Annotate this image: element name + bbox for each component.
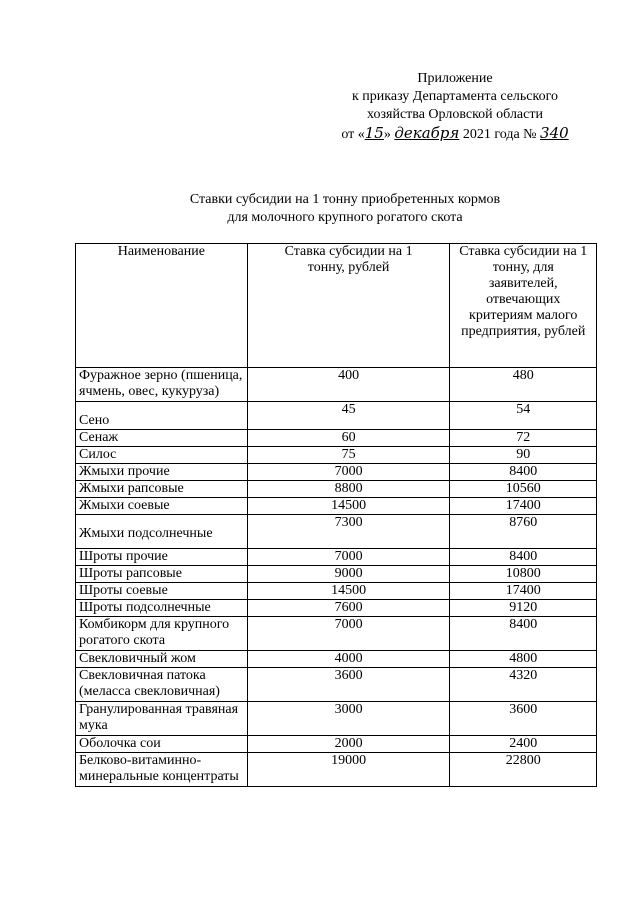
header-rate-text: Ставка субсидии на 1 тонну, рублей: [284, 244, 413, 275]
row-name: Комбикорм для крупного рогатого скота: [76, 617, 248, 651]
table-row: [76, 566, 597, 583]
table-row: [76, 481, 597, 498]
date-mid: »: [383, 127, 391, 142]
table-row: [76, 651, 597, 668]
row-rate: 3000: [247, 702, 450, 736]
table-row: [76, 736, 597, 753]
table-row: [76, 549, 597, 566]
row-rate: 7000: [247, 464, 450, 481]
header-rate-small: [450, 244, 597, 368]
row-rate-small: 10800: [450, 566, 597, 583]
row-name: Жмыхи рапсовые: [76, 481, 248, 498]
row-name: Шроты соевые: [76, 583, 248, 600]
row-rate-small: 10560: [450, 481, 597, 498]
row-rate: 14500: [247, 583, 450, 600]
table-row: [76, 402, 597, 430]
row-name: Гранулированная травяная мука: [76, 702, 248, 736]
row-rate-small: 22800: [450, 753, 597, 787]
document-title: [80, 191, 610, 227]
row-name: Фуражное зерно (пшеница, ячмень, овес, кукуруза): [76, 368, 248, 402]
row-rate-small: 72: [450, 430, 597, 447]
row-rate: 75: [247, 447, 450, 464]
table-row: [76, 464, 597, 481]
title-line-2: для молочного крупного рогатого скота: [227, 210, 463, 225]
row-rate-small: 17400: [450, 583, 597, 600]
header-rate: [247, 244, 450, 368]
table-row: [76, 600, 597, 617]
row-rate-small: 8400: [450, 464, 597, 481]
row-rate: 7000: [247, 617, 450, 651]
row-rate-small: 9120: [450, 600, 597, 617]
date-suffix: 2021 года №: [462, 127, 537, 142]
table-header-row: [76, 244, 597, 368]
row-rate-small: 17400: [450, 498, 597, 515]
header-rate-small-text: Ставка субсидии на 1 тонну, для заявителей, отвечающих критериям малого предприятия, рублей: [459, 244, 588, 339]
table-row: [76, 617, 597, 651]
row-rate: 8800: [247, 481, 450, 498]
row-rate: 19000: [247, 753, 450, 787]
row-rate: 4000: [247, 651, 450, 668]
row-name: Жмыхи прочие: [76, 464, 248, 481]
row-rate-small: 3600: [450, 702, 597, 736]
table-row: [76, 702, 597, 736]
table-row: [76, 447, 597, 464]
row-rate: 3600: [247, 668, 450, 702]
row-rate-small: 8400: [450, 617, 597, 651]
table-row: [76, 515, 597, 549]
row-rate: 9000: [247, 566, 450, 583]
appendix-date-line: [300, 124, 610, 144]
title-line-1: Ставки субсидии на 1 тонну приобретенных кормов: [189, 192, 501, 207]
table-row: [76, 583, 597, 600]
appendix-department: хозяйства Орловской области: [367, 107, 543, 122]
row-name: Белково-витаминно-минеральные концентраты: [76, 753, 248, 787]
row-rate-small: 2400: [450, 736, 597, 753]
row-name: Жмыхи подсолнечные: [76, 515, 248, 549]
row-name: Шроты прочие: [76, 549, 248, 566]
row-rate: 7000: [247, 549, 450, 566]
date-prefix: от «: [341, 127, 365, 142]
date-day-handwritten: 15: [364, 124, 384, 142]
row-name: Свекловичная патока (меласса свекловичная): [76, 668, 248, 702]
table-row: [76, 368, 597, 402]
appendix-label: Приложение: [417, 71, 493, 86]
row-rate-small: 8760: [450, 515, 597, 549]
row-rate: 14500: [247, 498, 450, 515]
table-row: [76, 430, 597, 447]
row-name: Жмыхи соевые: [76, 498, 248, 515]
date-month-handwritten: декабря: [394, 124, 460, 142]
row-rate-small: 8400: [450, 549, 597, 566]
row-rate-small: 54: [450, 402, 597, 430]
row-name: Шроты подсолнечные: [76, 600, 248, 617]
table-row: [76, 753, 597, 787]
row-name: Оболочка сои: [76, 736, 248, 753]
appendix-order-reference: к приказу Департамента сельского: [351, 89, 559, 104]
row-name: Сено: [76, 402, 248, 430]
row-rate-small: 480: [450, 368, 597, 402]
row-rate: 60: [247, 430, 450, 447]
row-rate: 45: [247, 402, 450, 430]
appendix-header: [300, 70, 610, 144]
subsidy-rates-table: [75, 243, 597, 787]
row-name: Сенаж: [76, 430, 248, 447]
row-rate: 7300: [247, 515, 450, 549]
order-number-handwritten: 340: [540, 124, 569, 142]
table-row: [76, 668, 597, 702]
row-rate-small: 90: [450, 447, 597, 464]
row-rate-small: 4320: [450, 668, 597, 702]
row-rate: 7600: [247, 600, 450, 617]
row-name: Шроты рапсовые: [76, 566, 248, 583]
row-name: Силос: [76, 447, 248, 464]
table-row: [76, 498, 597, 515]
table-body: [76, 368, 597, 787]
row-rate: 2000: [247, 736, 450, 753]
row-rate: 400: [247, 368, 450, 402]
header-name: Наименование: [76, 244, 248, 368]
row-name: Свекловичный жом: [76, 651, 248, 668]
row-rate-small: 4800: [450, 651, 597, 668]
